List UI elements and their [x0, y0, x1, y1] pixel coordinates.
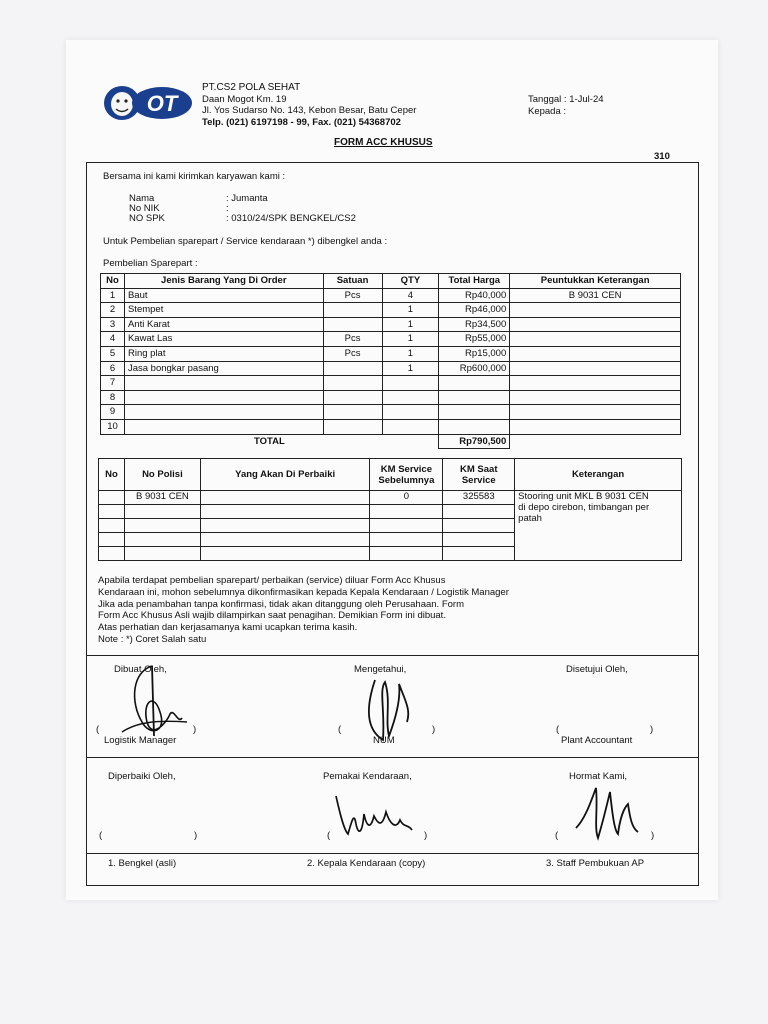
table-cell: 1	[382, 303, 439, 318]
table-cell	[510, 346, 681, 361]
company-phone: Telp. (021) 6197198 - 99, Fax. (021) 54368702	[202, 116, 401, 128]
table-cell	[323, 390, 382, 405]
table-cell	[323, 361, 382, 376]
svc-no	[99, 491, 125, 505]
total-row	[101, 434, 681, 449]
table-cell: Pcs	[323, 288, 382, 303]
intro-text: Bersama ini kami kirimkan karyawan kami :	[103, 171, 286, 182]
note-line: Jika ada penambahan tanpa konfirmasi, tidak akan ditanggung oleh Perusahaan. Form	[98, 598, 464, 610]
svc-note-line: di depo cirebon, timbangan per	[518, 502, 650, 513]
table-cell: Jasa bongkar pasang	[124, 361, 323, 376]
table-cell	[510, 376, 681, 391]
made-by-label: Dibuat Oleh,	[114, 664, 167, 675]
vehicle-user-label: Pemakai Kendaraan,	[323, 771, 412, 782]
paren-open: (	[99, 830, 103, 841]
table-cell	[323, 419, 382, 434]
table-cell: 1	[382, 346, 439, 361]
nik-value: :	[226, 203, 229, 214]
table-cell: Ring plat	[124, 346, 323, 361]
signature-num	[355, 670, 415, 750]
svc-col-repair: Yang Akan Di Perbaiki	[200, 459, 370, 491]
table-cell	[510, 361, 681, 376]
paren-close: )	[651, 830, 655, 841]
paren-open: (	[338, 724, 342, 735]
svc-col-note: Keterangan	[515, 459, 682, 491]
distribution-copy-3: 3. Staff Pembukuan AP	[546, 858, 645, 869]
table-cell: 4	[101, 332, 125, 347]
table-row	[101, 317, 681, 332]
table-cell: 1	[382, 332, 439, 347]
table-cell: 7	[101, 376, 125, 391]
spk-label: NO SPK	[129, 213, 165, 224]
total-label: TOTAL	[101, 434, 439, 449]
paren-open: (	[96, 724, 100, 735]
table-cell	[510, 405, 681, 420]
table-row	[101, 346, 681, 361]
col-no: No	[101, 274, 125, 289]
table-row	[101, 332, 681, 347]
signature-logistik	[112, 662, 192, 742]
svc-repair	[200, 491, 370, 505]
divider	[86, 853, 699, 854]
service-row	[99, 491, 682, 505]
recipient-text: Kepada :	[528, 106, 567, 117]
svc-col-km-now: KM Saat Service	[443, 459, 515, 491]
table-cell	[124, 376, 323, 391]
table-cell: 9	[101, 405, 125, 420]
table-row	[101, 361, 681, 376]
table-cell	[439, 419, 510, 434]
paren-close: )	[194, 830, 198, 841]
approved-by-role: Plant Accountant	[561, 735, 633, 746]
paren-close: )	[424, 830, 428, 841]
approved-by-label: Disetujui Oleh,	[566, 664, 628, 675]
table-row	[101, 288, 681, 303]
table-cell: 10	[101, 419, 125, 434]
sparepart-table	[100, 273, 681, 449]
table-cell: 1	[382, 361, 439, 376]
service-table	[98, 458, 682, 561]
spk-value: : 0310/24/SPK BENGKEL/CS2	[226, 213, 356, 224]
table-cell	[439, 376, 510, 391]
table-cell	[323, 303, 382, 318]
table-cell: 1	[382, 317, 439, 332]
table-cell	[124, 390, 323, 405]
col-note: Peuntukkan Keterangan	[510, 274, 681, 289]
paren-close: )	[432, 724, 436, 735]
col-unit: Satuan	[323, 274, 382, 289]
purpose-text: Untuk Pembelian sparepart / Service kendaraan *) dibengkel anda :	[103, 236, 388, 247]
total-empty	[510, 434, 681, 449]
company-info	[202, 82, 416, 128]
table-cell: 6	[101, 361, 125, 376]
table-cell	[124, 405, 323, 420]
note-line: Form Acc Khusus Asli wajib dilampirkan saat penagihan. Demikian Form ini dibuat.	[98, 610, 446, 622]
notes-block	[98, 575, 509, 646]
table-cell: 3	[101, 317, 125, 332]
note-line: Atas perhatian dan kerjasamanya kami ucapkan terima kasih.	[98, 622, 358, 634]
divider	[86, 655, 699, 656]
svc-note-line: patah	[518, 513, 542, 524]
table-cell: 4	[382, 288, 439, 303]
table-cell: 1	[101, 288, 125, 303]
svc-plate: B 9031 CEN	[124, 491, 200, 505]
name-label: Nama	[129, 193, 155, 204]
made-by-role: Logistik Manager	[104, 735, 177, 746]
svc-col-km-before: KM Service Sebelumnya	[370, 459, 443, 491]
table-cell	[382, 376, 439, 391]
table-cell	[439, 390, 510, 405]
table-cell: 2	[101, 303, 125, 318]
table-cell: Anti Karat	[124, 317, 323, 332]
table-cell: Rp55,000	[439, 332, 510, 347]
distribution-copy-1: 1. Bengkel (asli)	[108, 858, 177, 869]
table-cell	[124, 419, 323, 434]
table-cell	[510, 390, 681, 405]
repaired-by-label: Diperbaiki Oleh,	[108, 771, 176, 782]
table-cell: Rp46,000	[439, 303, 510, 318]
table-cell	[439, 405, 510, 420]
form-title: FORM ACC KHUSUS	[334, 137, 433, 148]
company-name: PT.CS2 POLA SEHAT	[202, 82, 301, 93]
regards-label: Hormat Kami,	[569, 771, 628, 782]
table-cell	[382, 419, 439, 434]
table-cell: 8	[101, 390, 125, 405]
company-address-1: Daan Mogot Km. 19	[202, 93, 287, 105]
svc-note-line: Stooring unit MKL B 9031 CEN	[518, 491, 649, 502]
table-cell	[323, 317, 382, 332]
paren-open: (	[327, 830, 331, 841]
paren-close: )	[193, 724, 197, 735]
divider	[86, 757, 699, 758]
signature-regards	[568, 778, 648, 844]
distribution-copy-2: 2. Kepala Kendaraan (copy)	[307, 858, 426, 869]
table-cell: Pcs	[323, 346, 382, 361]
paren-open: (	[556, 724, 560, 735]
table-row	[101, 390, 681, 405]
company-address-2: Jl. Yos Sudarso No. 143, Kebon Besar, Batu Ceper	[202, 105, 417, 116]
date-text: Tanggal : 1-Jul-24	[528, 94, 604, 105]
svc-note	[515, 491, 682, 561]
total-value: Rp790,500	[439, 434, 510, 449]
signature-vehicle-user	[330, 784, 420, 844]
table-row	[101, 405, 681, 420]
table-cell: B 9031 CEN	[510, 288, 681, 303]
table-cell: Stempet	[124, 303, 323, 318]
table-cell: Rp40,000	[439, 288, 510, 303]
nik-label: No NIK	[129, 203, 160, 214]
paren-close: )	[650, 724, 654, 735]
svc-col-no: No	[99, 459, 125, 491]
table-cell	[510, 317, 681, 332]
section-label: Pembelian Sparepart :	[103, 258, 198, 269]
table-cell	[510, 419, 681, 434]
table-cell: Rp600,000	[439, 361, 510, 376]
col-qty: QTY	[382, 274, 439, 289]
table-cell: Kawat Las	[124, 332, 323, 347]
table-cell: Baut	[124, 288, 323, 303]
table-cell	[510, 303, 681, 318]
table-cell	[323, 405, 382, 420]
table-row	[101, 376, 681, 391]
note-line: Kendaraan ini, mohon sebelumnya dikonfirmasikan kepada Kepala Kendaraan / Logistik Manager	[98, 586, 509, 598]
table-cell: Rp34,500	[439, 317, 510, 332]
table-cell	[382, 390, 439, 405]
paren-open: (	[555, 830, 559, 841]
table-cell: Rp15,000	[439, 346, 510, 361]
note-line: Note : *) Coret Salah satu	[98, 633, 207, 645]
company-logo	[102, 84, 192, 122]
table-cell	[510, 332, 681, 347]
svc-col-plate: No Polisi	[124, 459, 200, 491]
known-by-role: NUM	[373, 735, 395, 746]
table-cell: Pcs	[323, 332, 382, 347]
known-by-label: Mengetahui,	[354, 664, 407, 675]
svc-km-before: 0	[370, 491, 443, 505]
service-header-row	[99, 459, 682, 491]
table-cell	[382, 405, 439, 420]
table-row	[101, 303, 681, 318]
form-number: 310	[654, 151, 670, 162]
table-cell	[323, 376, 382, 391]
date-box	[528, 94, 604, 118]
table-header-row	[101, 274, 681, 289]
svc-km-now: 325583	[443, 491, 515, 505]
col-total: Total Harga	[439, 274, 510, 289]
note-line: Apabila terdapat pembelian sparepart/ perbaikan (service) diluar Form Acc Khusus	[98, 575, 446, 586]
logo-text: OT	[146, 91, 178, 116]
table-cell: 5	[101, 346, 125, 361]
name-value: : Jumanta	[226, 193, 268, 204]
col-item: Jenis Barang Yang Di Order	[124, 274, 323, 289]
table-row	[101, 419, 681, 434]
